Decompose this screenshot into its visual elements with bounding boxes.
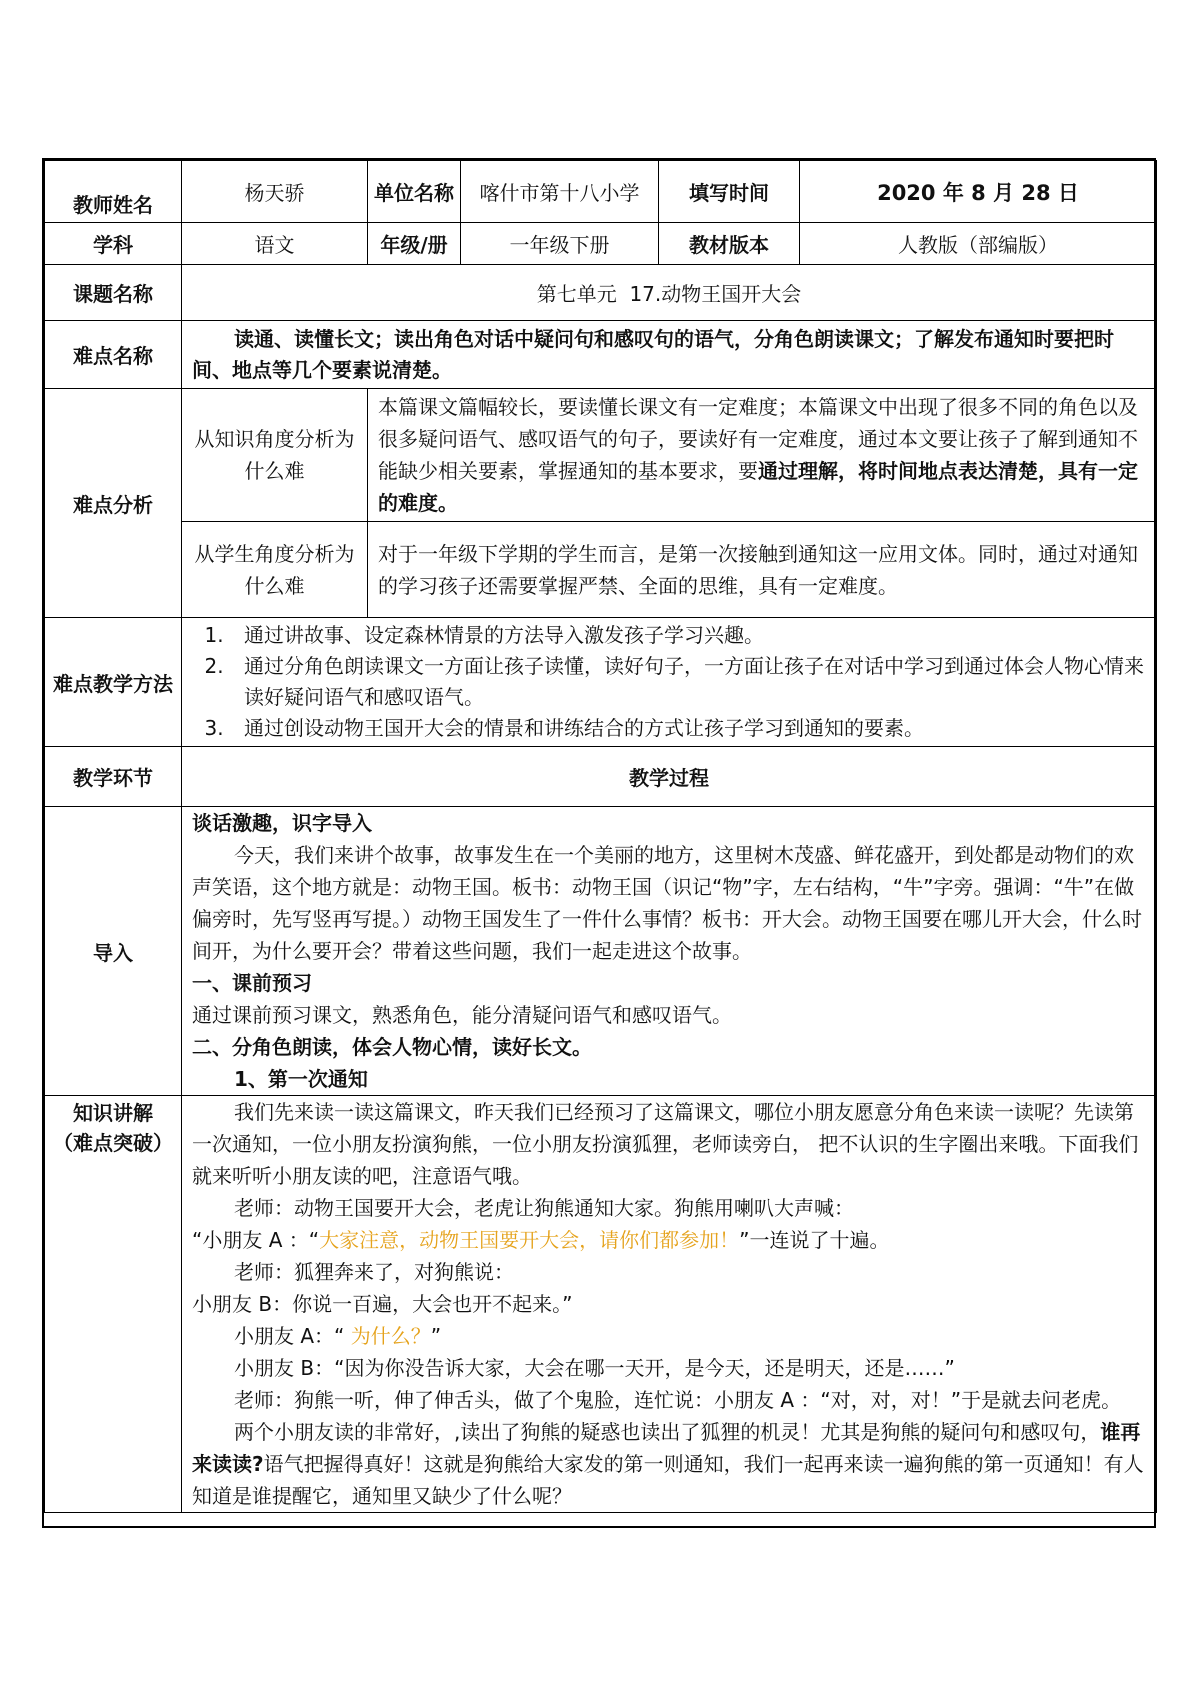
knowledge-row xyxy=(45,1096,1157,1513)
knowledge-paragraph: 小朋友 B：你说一百遍，大会也开不起来。” xyxy=(192,1292,573,1316)
grade-value: 一年级下册 xyxy=(461,223,659,265)
difficulty-value: 读通、读懂长文；读出角色对话中疑问句和感叹句的语气，分角色朗读课文；了解发布通知时要把时间、地点等几个要素说清楚。 xyxy=(192,326,1114,382)
preview-heading: 一、课前预习 xyxy=(192,971,312,995)
preview-text: 通过课前预习课文，熟悉角色，能分清疑问语气和感叹语气。 xyxy=(192,1003,732,1027)
grade-label: 年级/册 xyxy=(368,223,461,265)
methods-label: 难点教学方法 xyxy=(45,618,182,747)
topic-value: 第七单元 17.动物王国开大会 xyxy=(182,265,1157,321)
intro-label: 导入 xyxy=(45,807,182,1096)
roleplay-heading: 二、分角色朗读，体会人物心情，读好长文。 xyxy=(192,1035,592,1059)
knowledge-paragraph: “小朋友 A ：“大家注意，动物王国要开大会，请你们都参加！”一连说了十遍。 xyxy=(192,1228,890,1252)
method-item: 2. 通过分角色朗读课文一方面让孩子读懂，读好句子，一方面让孩子在对话中学习到通过体会人物心情来读好疑问语气和感叹语气。 xyxy=(230,651,1146,713)
analysis-label: 难点分析 xyxy=(45,389,182,618)
date-value: 2020 年 8 月 28 日 xyxy=(800,161,1157,223)
knowledge-paragraph: 我们先来读一读这篇课文，昨天我们已经预习了这篇课文，哪位小朋友愿意分角色来读一读呢？先读第一次通知，一位小朋友扮演狗熊，一位小朋友扮演狐狸，老师读旁白， 把不认识的生字圈出来哦。下面我们就来听听小朋友读的吧，注意语气哦。 xyxy=(192,1100,1139,1188)
edition-label: 教材版本 xyxy=(659,223,800,265)
topic-row xyxy=(45,265,1157,321)
intro-heading: 谈话激趣，识字导入 xyxy=(192,811,372,835)
knowledge-label-line1: 知识讲解 xyxy=(73,1101,153,1125)
unit-value: 喀什市第十八小学 xyxy=(461,161,659,223)
difficulty-row xyxy=(45,321,1157,389)
methods-list xyxy=(182,620,1146,744)
intro-row xyxy=(45,807,1157,1096)
stage-label: 教学环节 xyxy=(45,747,182,807)
difficulty-label: 难点名称 xyxy=(45,321,182,389)
lesson-plan-table xyxy=(42,158,1156,1528)
student-angle-label: 从学生角度分析为什么难 xyxy=(182,522,368,618)
topic-label: 课题名称 xyxy=(45,265,182,321)
knowledge-label xyxy=(45,1096,182,1513)
analysis-student-row xyxy=(45,522,1157,618)
knowledge-paragraph: 两个小朋友读的非常好，,读出了狗熊的疑惑也读出了狐狸的机灵！尤其是狗熊的疑问句和感叹句，谁再来读读?语气把握得真好！这就是狗熊给大家发的第一则通知，我们一起再来读一遍狗熊的第一页通知！有人知道是谁提醒它，通知里又缺少了什么呢？ xyxy=(192,1420,1144,1508)
lesson-grid xyxy=(44,160,1157,1513)
teacher-value: 杨天骄 xyxy=(182,161,368,223)
unit-label: 单位名称 xyxy=(368,161,461,223)
subject-label: 学科 xyxy=(45,223,182,265)
teacher-label: 教师姓名 xyxy=(45,161,182,223)
knowledge-paragraph: 小朋友 A：“ 为什么？” xyxy=(234,1324,442,1348)
info-row-2 xyxy=(45,223,1157,265)
knowledge-label-line2: （难点突破） xyxy=(53,1131,173,1155)
knowledge-paragraph: 老师：动物王国要开大会，老虎让狗熊通知大家。狗熊用喇叭大声喊： xyxy=(234,1196,854,1220)
analysis-knowledge-row xyxy=(45,389,1157,522)
first-notice-heading: 1、第一次通知 xyxy=(234,1067,368,1091)
process-label: 教学过程 xyxy=(182,747,1157,807)
knowledge-paragraph: 老师：狗熊一听，伸了伸舌头，做了个鬼脸，连忙说：小朋友 A ：“对，对，对！”于是就去问老虎。 xyxy=(234,1388,1122,1412)
knowledge-angle-label: 从知识角度分析为什么难 xyxy=(182,389,368,522)
student-angle-text: 对于一年级下学期的学生而言，是第一次接触到通知这一应用文体。同时，通过对通知的学习孩子还需要掌握严禁、全面的思维，具有一定难度。 xyxy=(378,541,1138,598)
subject-value: 语文 xyxy=(182,223,368,265)
knowledge-paragraph: 小朋友 B：“因为你没告诉大家，大会在哪一天开，是今天，还是明天，还是……” xyxy=(234,1356,955,1380)
process-header-row xyxy=(45,747,1157,807)
info-row-1 xyxy=(45,161,1157,223)
why-quote: 为什么？ xyxy=(350,1324,431,1348)
method-item: 3. 通过创设动物王国开大会的情景和讲练结合的方式让孩子学习到通知的要素。 xyxy=(230,713,1146,744)
knowledge-angle-text: 本篇课文篇幅较长，要读懂长课文有一定难度；本篇课文中出现了很多不同的角色以及很多疑问语气、感叹语气的句子，要读好有一定难度，通过本文要让孩子了解到通知不能缺少相关要素，掌握通知的基本要求，要通过理解，将时间地点表达清楚，具有一定的难度。 xyxy=(378,395,1138,515)
date-label: 填写时间 xyxy=(659,161,800,223)
edition-value: 人教版（部编版） xyxy=(800,223,1157,265)
knowledge-paragraph: 老师：狐狸奔来了，对狗熊说： xyxy=(234,1260,514,1284)
methods-row xyxy=(45,618,1157,747)
intro-paragraph: 今天，我们来讲个故事，故事发生在一个美丽的地方，这里树木茂盛、鲜花盛开，到处都是动物们的欢声笑语，这个地方就是：动物王国。板书：动物王国（识记“物”字，左右结构，“牛”字旁。强调：“牛”在做偏旁时，先写竖再写提。）动物王国发生了一件什么事情？板书：开大会。动物王国要在哪儿开大会，什么时间开，为什么要开会？带着这些问题，我们一起走进这个故事。 xyxy=(192,843,1142,963)
bear-notice-quote: 大家注意，动物王国要开大会，请你们都参加！ xyxy=(319,1228,740,1252)
method-item: 1. 通过讲故事、设定森林情景的方法导入激发孩子学习兴趣。 xyxy=(230,620,1146,651)
